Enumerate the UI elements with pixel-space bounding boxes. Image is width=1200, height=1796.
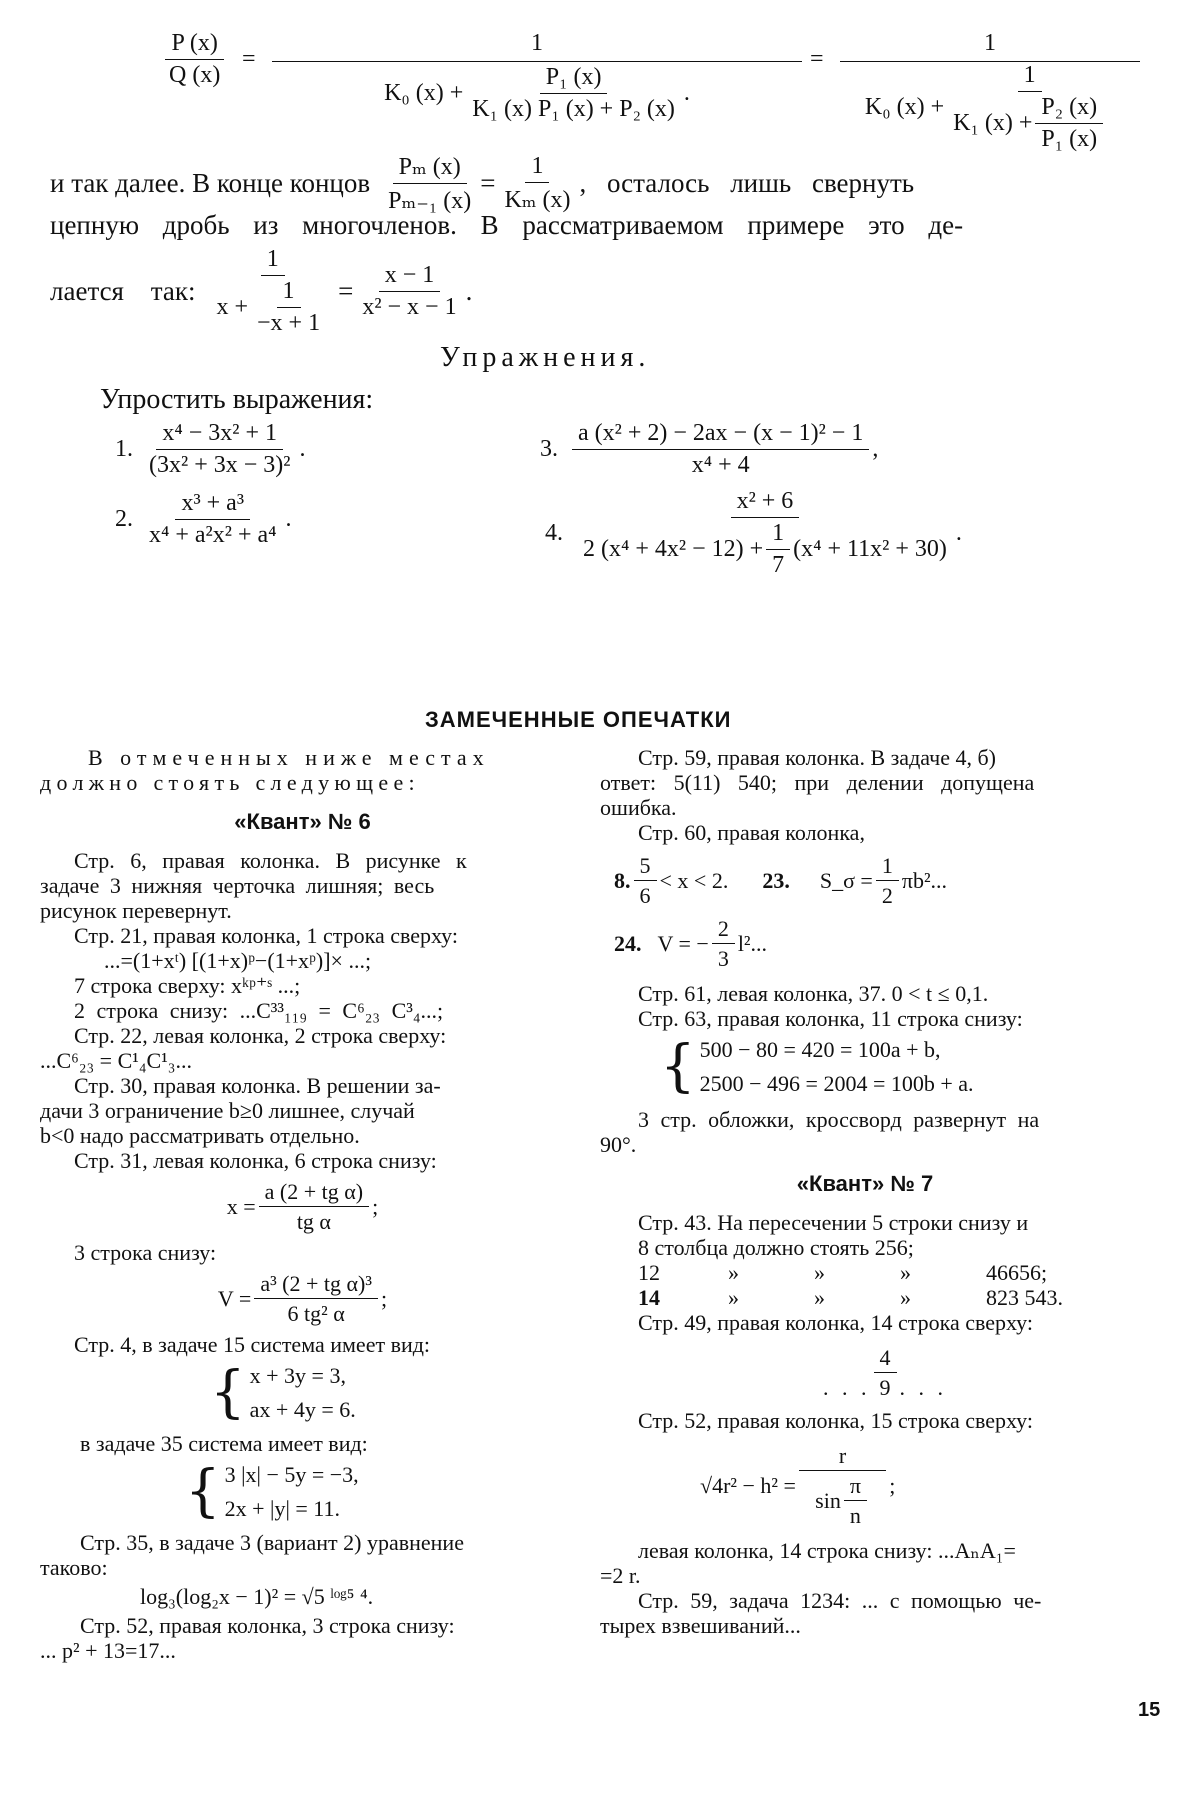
right-line: левая колонка, 14 строка снизу: ...AₙA₁= bbox=[638, 1538, 1016, 1563]
exercise-4 bbox=[545, 488, 962, 579]
top-formula bbox=[160, 28, 1098, 156]
r18-end: ; bbox=[889, 1473, 896, 1498]
ditto-mark: » bbox=[728, 1260, 739, 1285]
left-line: Стр. 6, правая колонка. В рисунке к bbox=[74, 848, 467, 873]
r5-pib: πb²... bbox=[901, 868, 948, 893]
r14-value: 823 543. bbox=[986, 1285, 1063, 1310]
formula-dot: . bbox=[683, 80, 690, 106]
r18-pi: π bbox=[844, 1473, 867, 1501]
left-line: 3 строка снизу: bbox=[74, 1240, 217, 1265]
left-line: Стр. 31, левая колонка, 6 строка снизу: bbox=[74, 1148, 437, 1173]
formula-k1: K₁ (x) + bbox=[953, 110, 1033, 136]
right-line: 8 столбца должно стоять 256; bbox=[638, 1235, 914, 1260]
r18-num: r bbox=[799, 1443, 886, 1471]
r6-label: 24. bbox=[614, 931, 642, 956]
right-line: ошибка. bbox=[600, 795, 677, 820]
formula-x bbox=[40, 1179, 565, 1234]
right-line: Стр. 59, правая колонка. В задаче 4, б) bbox=[638, 745, 996, 770]
exercise-den-frac-den: 7 bbox=[772, 552, 785, 578]
para-text-1: и так далее. В конце концов bbox=[50, 168, 371, 198]
system-3-eq-a: 500 − 80 = 420 = 100a + b, bbox=[699, 1037, 941, 1062]
frac-km: Kₘ (x) bbox=[504, 187, 571, 213]
exercise-end: . bbox=[955, 520, 962, 546]
formula-p1: P₁ (x) bbox=[540, 64, 608, 94]
f2-end: ; bbox=[380, 1286, 388, 1311]
f2-den: 6 tg² α bbox=[287, 1301, 345, 1326]
right-line: Стр. 52, правая колонка, 15 строка сверху: bbox=[638, 1408, 1033, 1433]
exercise-den-a: 2 (x⁴ + 4x² − 12) + bbox=[583, 536, 764, 562]
ditto-mark: » bbox=[900, 1260, 911, 1285]
kvant-6-heading: «Квант» № 6 bbox=[234, 809, 371, 834]
system-1-eq-b: ax + 4y = 6. bbox=[249, 1397, 356, 1422]
r13-value: 46656; bbox=[986, 1260, 1048, 1285]
r18-n: n bbox=[849, 1503, 861, 1528]
right-line: =2 r. bbox=[600, 1563, 641, 1588]
para-text-3: лается так: bbox=[50, 276, 196, 306]
right-line: Стр. 61, левая колонка, 37. 0 < t ≤ 0,1. bbox=[638, 981, 989, 1006]
left-line: рисунок перевернут. bbox=[40, 898, 232, 923]
r5-num: 5 bbox=[634, 853, 657, 881]
f1-num: a (2 + tg α) bbox=[259, 1179, 369, 1207]
exercise-num: x³ + a³ bbox=[175, 490, 250, 520]
paragraph-line-2: цепную дробь из многочленов. В рассматриваемом примере это де- bbox=[50, 210, 964, 240]
exercise-label: 4. bbox=[545, 520, 563, 546]
r5-label: 8. bbox=[614, 868, 631, 893]
frac-one-3: 1 bbox=[277, 278, 301, 308]
right-row-12 bbox=[600, 1260, 1130, 1285]
left-line: Стр. 52, правая колонка, 3 строка снизу: bbox=[80, 1613, 455, 1638]
system-1: { x + 3y = 3, ax + 4y = 6. bbox=[210, 1360, 356, 1425]
exercises-subtitle: Упростить выражения: bbox=[100, 384, 374, 415]
exercise-end: . bbox=[299, 436, 306, 462]
formula-lhs-num: P (x) bbox=[165, 30, 223, 60]
right-line: тырех взвешиваний... bbox=[600, 1613, 801, 1638]
para-dot: . bbox=[465, 276, 473, 306]
errata-left-column bbox=[40, 745, 565, 1663]
left-intro-2: должно стоять следующее: bbox=[40, 770, 420, 795]
left-line: задаче 3 нижняя черточка лишняя; весь bbox=[40, 873, 435, 898]
page-number: 15 bbox=[1138, 1699, 1161, 1721]
para-text-1b: , осталось лишь свернуть bbox=[579, 168, 915, 198]
left-line: Стр. 4, в задаче 15 система имеет вид: bbox=[74, 1332, 431, 1357]
formula-one-2: 1 bbox=[840, 30, 1140, 62]
left-line: таково: bbox=[40, 1555, 108, 1580]
f1-den: tg α bbox=[296, 1209, 331, 1234]
left-line: ... p² + 13=17... bbox=[40, 1638, 176, 1663]
errata-title: ЗАМЕЧЕННЫЕ ОПЕЧАТКИ bbox=[425, 707, 732, 732]
right-line: Стр. 60, правая колонка, bbox=[638, 820, 865, 845]
paragraph-line-1 bbox=[50, 152, 914, 215]
exercise-label: 1. bbox=[115, 436, 133, 462]
system-3: { 500 − 80 = 420 = 100a + b, 2500 − 496 = 2004 = 100b + a. bbox=[660, 1034, 974, 1099]
r18-formula bbox=[600, 1443, 1130, 1528]
exercise-2 bbox=[115, 490, 292, 549]
formula-one-1: 1 bbox=[272, 30, 802, 62]
left-line: в задаче 35 система имеет вид: bbox=[80, 1431, 368, 1456]
frac-one-2: 1 bbox=[261, 246, 285, 276]
paragraph-line-3 bbox=[50, 246, 472, 337]
exercises-title: Упражнения. bbox=[440, 342, 651, 373]
exercise-1 bbox=[115, 420, 305, 479]
f1-end: ; bbox=[372, 1194, 379, 1219]
left-line: 7 строка сверху: xᵏᵖ⁺ˢ ...; bbox=[74, 973, 301, 998]
left-line: ...C⁶₂₃ = C¹₄C¹₃... bbox=[40, 1048, 192, 1073]
r6-num: 2 bbox=[712, 916, 735, 944]
exercise-den-frac-num: 1 bbox=[766, 520, 790, 550]
right-row-14 bbox=[600, 1285, 1130, 1310]
right-line: ответ: 5(11) 540; при делении допущена bbox=[600, 770, 1035, 795]
formula-v bbox=[40, 1271, 565, 1326]
ditto-mark: » bbox=[728, 1285, 739, 1310]
r5-den-2: 2 bbox=[881, 883, 893, 908]
ditto-mark: » bbox=[814, 1285, 825, 1310]
exercise-3 bbox=[540, 420, 878, 479]
frac-pm: Pₘ (x) bbox=[393, 152, 467, 184]
left-line: Стр. 21, правая колонка, 1 строка сверху: bbox=[74, 923, 458, 948]
r16-dots-right: . . . bbox=[899, 1375, 947, 1400]
system-1-eq-a: x + 3y = 3, bbox=[249, 1363, 346, 1388]
formula-k0: K₀ (x) + bbox=[384, 80, 464, 106]
exercise-den: x⁴ + 4 bbox=[691, 452, 750, 478]
right-line: Стр. 43. На пересечении 5 строки снизу и bbox=[638, 1210, 1029, 1235]
right-line: Стр. 63, правая колонка, 11 строка снизу: bbox=[638, 1006, 1023, 1031]
left-line: Стр. 22, левая колонка, 2 строка сверху: bbox=[74, 1023, 447, 1048]
ditto-mark: » bbox=[900, 1285, 911, 1310]
right-line: 90°. bbox=[600, 1132, 637, 1157]
left-intro-1: В отмеченных ниже местах bbox=[88, 745, 490, 770]
r18-lhs: √4r² − h² = bbox=[700, 1473, 796, 1498]
r5-s: S_σ = bbox=[819, 868, 873, 893]
right-line: Стр. 59, задача 1234: ... с помощью че- bbox=[638, 1588, 1042, 1613]
left-line: ...=(1+xᵗ) [(1+x)ᵖ−(1+xᵖ)]× ...; bbox=[104, 948, 372, 973]
formula-one-3: 1 bbox=[1018, 62, 1042, 92]
eq-sign-1: = bbox=[242, 46, 256, 72]
exercise-den: (3x² + 3x − 3)² bbox=[149, 452, 291, 478]
exercise-label: 2. bbox=[115, 506, 133, 532]
para-eq-2: = bbox=[338, 276, 354, 306]
exercise-num: a (x² + 2) − 2ax − (x − 1)² − 1 bbox=[572, 420, 869, 450]
r5-text: < x < 2. bbox=[659, 868, 729, 893]
f2-num: a³ (2 + tg α)³ bbox=[254, 1271, 378, 1299]
frac-xplus: x + bbox=[216, 294, 249, 320]
exercise-end: , bbox=[872, 436, 879, 462]
f2-lhs: V = bbox=[217, 1286, 252, 1311]
system-2-eq-a: 3 |x| − 5y = −3, bbox=[224, 1462, 359, 1487]
formula-p2: P₂ (x) bbox=[1035, 94, 1103, 124]
system-2-eq-b: 2x + |y| = 11. bbox=[224, 1496, 340, 1521]
frac-minus-x1: −x + 1 bbox=[257, 310, 321, 336]
errata-right-column bbox=[600, 745, 1130, 1638]
frac-pm1: Pₘ₋₁ (x) bbox=[388, 188, 472, 214]
exercise-end: . bbox=[285, 506, 292, 532]
r16-den: 9 bbox=[879, 1375, 891, 1400]
right-formula-row-2 bbox=[600, 916, 1130, 971]
r6-l: l²... bbox=[737, 931, 768, 956]
r16-num: 4 bbox=[874, 1345, 897, 1373]
left-line: Стр. 35, в задаче 3 (вариант 2) уравнение bbox=[80, 1530, 464, 1555]
exercise-den: x⁴ + a²x² + a⁴ bbox=[149, 522, 277, 548]
r5-den: 6 bbox=[639, 883, 651, 908]
formula-k0-2: K₀ (x) + bbox=[864, 94, 945, 120]
formula-p1b: P₁ (x) bbox=[1041, 126, 1098, 152]
formula-den1: K₁ (x) P₁ (x) + P₂ (x) bbox=[472, 96, 675, 122]
r16-dots-left: . . . bbox=[823, 1375, 871, 1400]
r13-num: 12 bbox=[638, 1260, 660, 1285]
exercise-label: 3. bbox=[540, 436, 558, 462]
f1-lhs: x = bbox=[226, 1194, 256, 1219]
r14-num: 14 bbox=[638, 1285, 660, 1310]
exercise-num: x⁴ − 3x² + 1 bbox=[156, 420, 283, 450]
r6-den: 3 bbox=[717, 946, 729, 971]
kvant-7-heading: «Квант» № 7 bbox=[796, 1171, 934, 1196]
left-line: 2 строка снизу: ...C³³₁₁₉ = C⁶₂₃ C³₄...; bbox=[74, 998, 444, 1023]
exercise-den-b: (x⁴ + 11x² + 30) bbox=[793, 536, 947, 562]
system-2: { 3 |x| − 5y = −3, 2x + |y| = 11. bbox=[185, 1459, 359, 1524]
r5-label-2: 23. bbox=[762, 868, 790, 893]
right-formula-row-1 bbox=[600, 853, 1130, 908]
left-line: b<0 надо рассматривать отдельно. bbox=[40, 1123, 360, 1148]
frac-xm1: x − 1 bbox=[379, 262, 441, 292]
r18-sin: sin bbox=[815, 1488, 841, 1513]
eq-sign-2: = bbox=[810, 46, 824, 72]
system-3-eq-b: 2500 − 496 = 2004 = 100b + a. bbox=[699, 1071, 974, 1096]
para-eq-1: = bbox=[480, 168, 496, 198]
left-line: Стр. 30, правая колонка. В решении за- bbox=[74, 1073, 441, 1098]
formula-lhs-den: Q (x) bbox=[169, 62, 221, 88]
left-line: дачи 3 ограничение b≥0 лишнее, случай bbox=[40, 1098, 415, 1123]
frac-one: 1 bbox=[525, 153, 549, 183]
ditto-mark: » bbox=[814, 1260, 825, 1285]
r6-v: V = − bbox=[657, 931, 709, 956]
r5-num-2: 1 bbox=[876, 853, 899, 881]
right-line: Стр. 49, правая колонка, 14 строка сверху: bbox=[638, 1310, 1033, 1335]
exercise-num: x² + 6 bbox=[731, 488, 800, 518]
r16-formula bbox=[600, 1345, 1130, 1400]
right-line: 3 стр. обложки, кроссворд развернут на bbox=[638, 1107, 1040, 1132]
frac-x2x1: x² − x − 1 bbox=[362, 294, 457, 320]
left-line: log₃(log₂x − 1)² = √5 ˡᵒᵍ⁵ ⁴. bbox=[140, 1584, 374, 1609]
